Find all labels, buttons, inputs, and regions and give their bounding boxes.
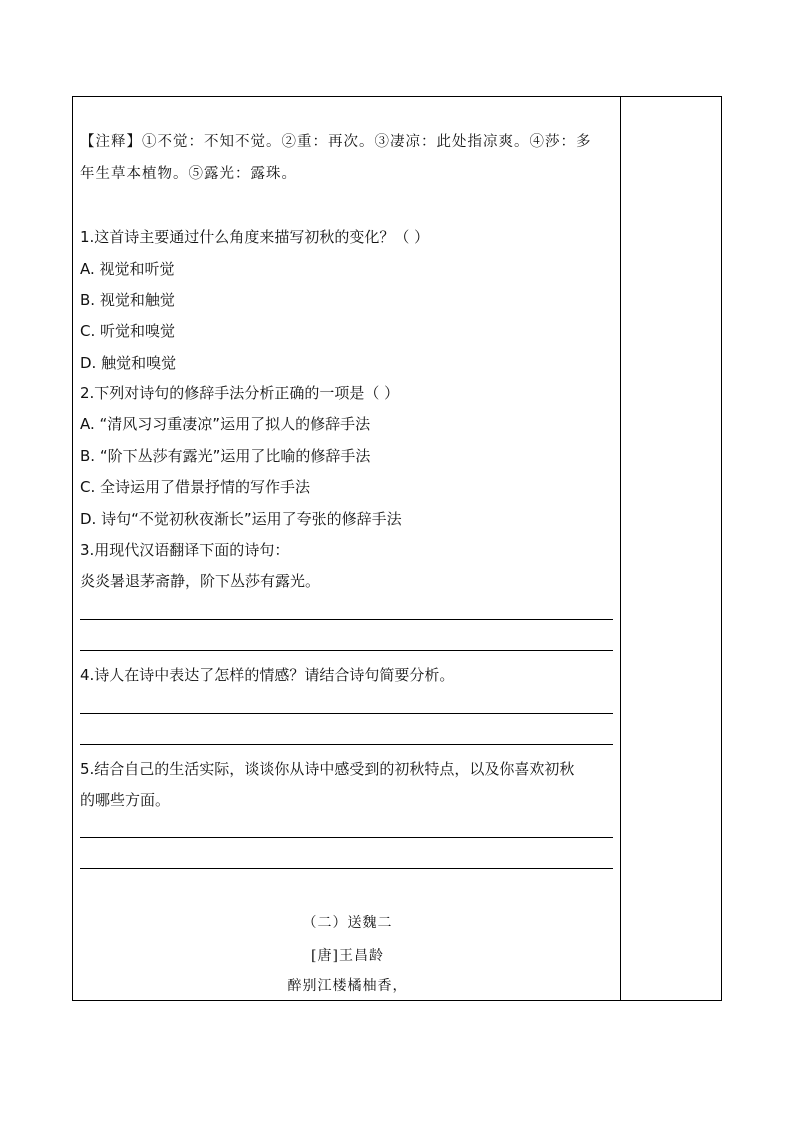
q1-option-d: D. 触觉和嗅觉 — [80, 354, 177, 372]
answer-line — [80, 837, 613, 838]
notes-line-1: 【注释】①不觉：不知不觉。②重：再次。③凄凉：此处指凉爽。④莎：多 — [80, 134, 592, 150]
question-3: 3.用现代汉语翻译下面的诗句： — [80, 541, 290, 559]
poem-author: [唐]王昌龄 — [311, 948, 384, 964]
q1-option-b: B. 视觉和触觉 — [80, 291, 175, 309]
question-5-line-2: 的哪些方面。 — [80, 791, 171, 809]
question-2: 2.下列对诗句的修辞手法分析正确的一项是（ ） — [80, 384, 400, 402]
q3-poem-line: 炎炎暑退茅斋静，阶下丛莎有露光。 — [80, 572, 321, 590]
question-1: 1.这首诗主要通过什么角度来描写初秋的变化？（ ） — [80, 228, 430, 246]
column-divider — [620, 96, 621, 1001]
q2-option-b: B. “阶下丛莎有露光”运用了比喻的修辞手法 — [80, 447, 371, 465]
poem-line-1: 醉别江楼橘柚香， — [287, 978, 408, 994]
answer-line — [80, 650, 613, 651]
answer-line — [80, 619, 613, 620]
poem-title: （二）送魏二 — [302, 915, 393, 931]
q2-option-c: C. 全诗运用了借景抒情的写作手法 — [80, 478, 311, 496]
q1-option-c: C. 听觉和嗅觉 — [80, 322, 176, 340]
notes-line-2: 年生草本植物。⑤露光：露珠。 — [80, 166, 297, 182]
q2-option-d: D. 诗句“不觉初秋夜渐长”运用了夸张的修辞手法 — [80, 510, 402, 528]
q2-option-a: A. “清风习习重凄凉”运用了拟人的修辞手法 — [80, 415, 371, 433]
answer-line — [80, 868, 613, 869]
q1-option-a: A. 视觉和听觉 — [80, 260, 175, 278]
question-5-line-1: 5.结合自己的生活实际，谈谈你从诗中感受到的初秋特点，以及你喜欢初秋 — [80, 760, 575, 778]
answer-line — [80, 744, 613, 745]
answer-line — [80, 713, 613, 714]
question-4: 4.诗人在诗中表达了怎样的情感？请结合诗句简要分析。 — [80, 666, 455, 684]
